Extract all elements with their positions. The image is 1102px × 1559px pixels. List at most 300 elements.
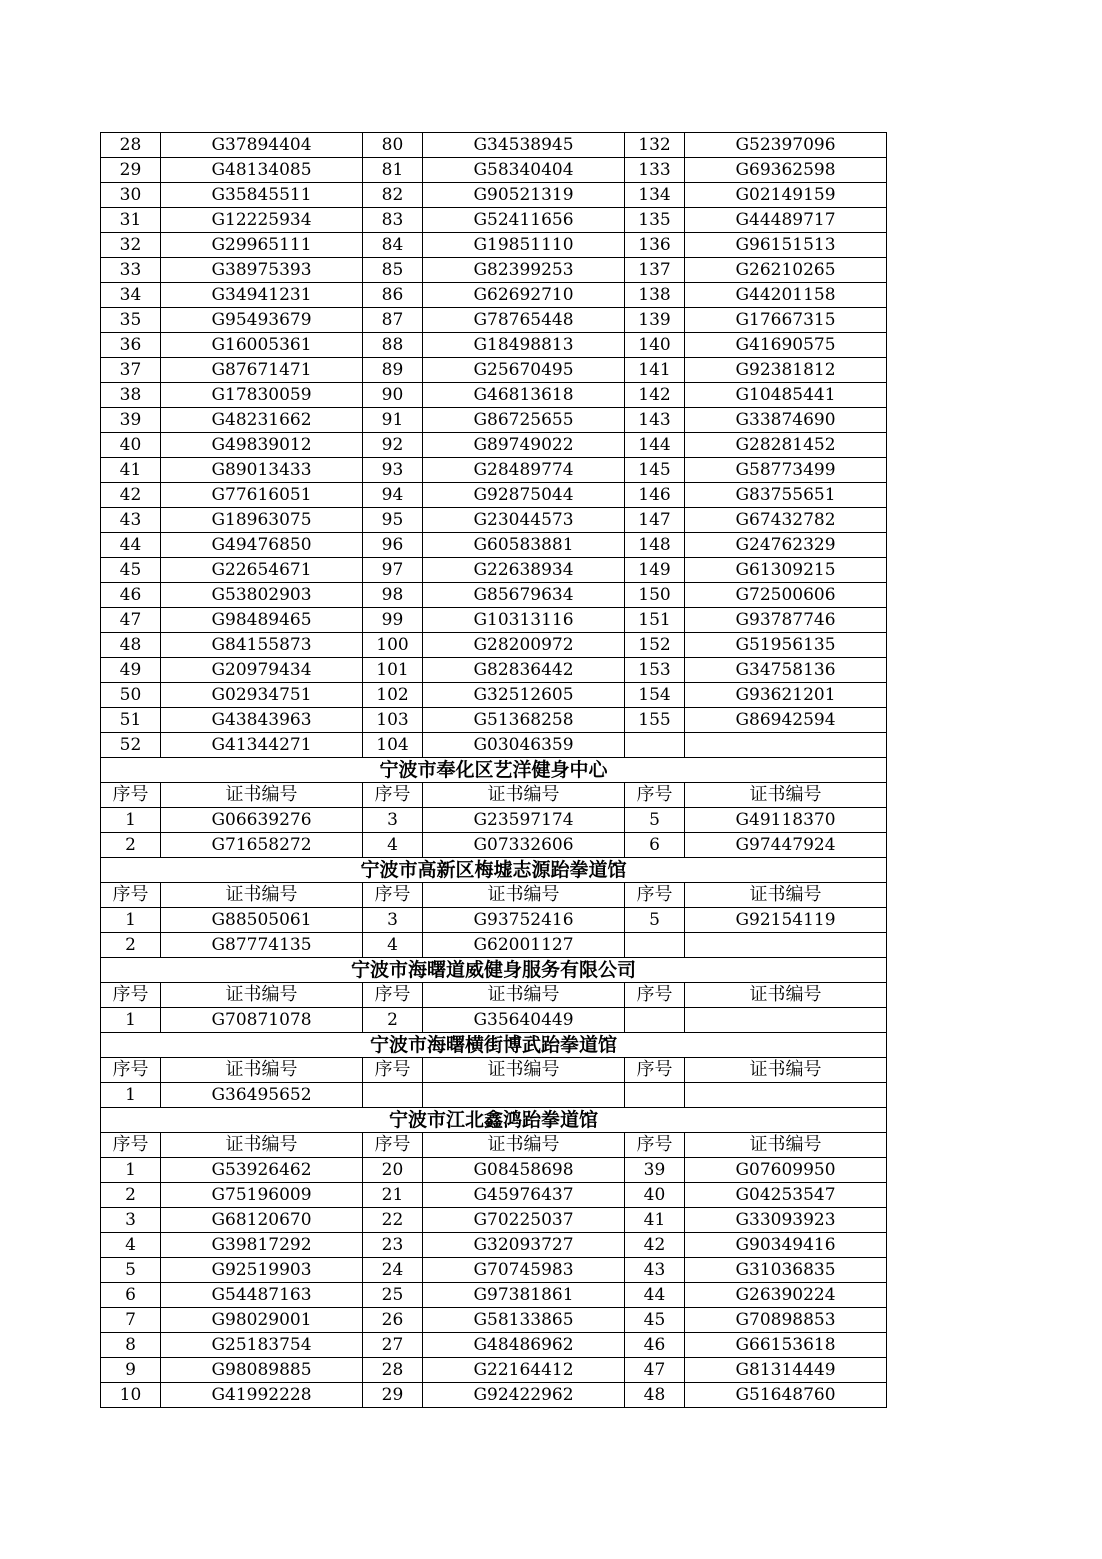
certificate-number-cell: G49476850: [161, 533, 363, 558]
serial-number-cell: 145: [625, 458, 685, 483]
serial-number-cell: 153: [625, 658, 685, 683]
serial-number-cell: 85: [363, 258, 423, 283]
serial-number-cell: 3: [363, 808, 423, 833]
serial-number-cell: 138: [625, 283, 685, 308]
header-serial-number: 序号: [101, 883, 161, 908]
table-row: [101, 1358, 887, 1383]
column-header-row: [101, 783, 887, 808]
header-certificate-number: 证书编号: [423, 1133, 625, 1158]
serial-number-cell: 136: [625, 233, 685, 258]
table-row: [101, 1258, 887, 1283]
serial-number-cell: 143: [625, 408, 685, 433]
header-certificate-number: 证书编号: [423, 783, 625, 808]
certificate-number-cell: G34538945: [423, 133, 625, 158]
certificate-number-cell: G41690575: [685, 333, 887, 358]
certificate-number-cell: G28281452: [685, 433, 887, 458]
serial-number-cell: 155: [625, 708, 685, 733]
table-row: [101, 908, 887, 933]
serial-number-cell: 26: [363, 1308, 423, 1333]
serial-number-cell: 95: [363, 508, 423, 533]
serial-number-cell: 147: [625, 508, 685, 533]
certificate-number-cell: G53802903: [161, 583, 363, 608]
certificate-number-cell: G26210265: [685, 258, 887, 283]
header-serial-number: 序号: [363, 1133, 423, 1158]
certificate-number-cell: G48134085: [161, 158, 363, 183]
certificate-number-cell: G02149159: [685, 183, 887, 208]
certificate-number-cell: [685, 1008, 887, 1033]
table-row: [101, 1008, 887, 1033]
serial-number-cell: 1: [101, 1083, 161, 1108]
certificate-number-cell: G28200972: [423, 633, 625, 658]
header-serial-number: 序号: [625, 1058, 685, 1083]
certificate-number-cell: [685, 1083, 887, 1108]
table-row: [101, 158, 887, 183]
serial-number-cell: 5: [625, 908, 685, 933]
certificate-number-cell: G85679634: [423, 583, 625, 608]
serial-number-cell: 3: [101, 1208, 161, 1233]
serial-number-cell: 45: [625, 1308, 685, 1333]
certificate-number-cell: G93787746: [685, 608, 887, 633]
table-row: [101, 1383, 887, 1408]
certificate-number-cell: G49839012: [161, 433, 363, 458]
serial-number-cell: 51: [101, 708, 161, 733]
serial-number-cell: 150: [625, 583, 685, 608]
serial-number-cell: 20: [363, 1158, 423, 1183]
certificate-number-cell: G31036835: [685, 1258, 887, 1283]
table-row: [101, 733, 887, 758]
table-row: [101, 608, 887, 633]
table-row: [101, 933, 887, 958]
certificate-number-cell: G16005361: [161, 333, 363, 358]
certificate-number-cell: G86942594: [685, 708, 887, 733]
table-row: [101, 333, 887, 358]
header-serial-number: 序号: [625, 783, 685, 808]
table-row: [101, 233, 887, 258]
header-serial-number: 序号: [625, 883, 685, 908]
header-serial-number: 序号: [101, 783, 161, 808]
section-title-row: [101, 1033, 887, 1058]
certificate-number-cell: G60583881: [423, 533, 625, 558]
section-title-row: [101, 858, 887, 883]
serial-number-cell: 144: [625, 433, 685, 458]
certificate-number-cell: G18963075: [161, 508, 363, 533]
certificate-number-cell: G33093923: [685, 1208, 887, 1233]
certificate-number-cell: G81314449: [685, 1358, 887, 1383]
certificate-number-cell: G66153618: [685, 1333, 887, 1358]
certificate-number-cell: G97381861: [423, 1283, 625, 1308]
serial-number-cell: 104: [363, 733, 423, 758]
serial-number-cell: 84: [363, 233, 423, 258]
certificate-number-cell: G87774135: [161, 933, 363, 958]
serial-number-cell: [625, 1008, 685, 1033]
certificate-number-cell: G82836442: [423, 658, 625, 683]
header-serial-number: 序号: [625, 983, 685, 1008]
serial-number-cell: 48: [101, 633, 161, 658]
certificate-number-cell: G45976437: [423, 1183, 625, 1208]
serial-number-cell: 96: [363, 533, 423, 558]
serial-number-cell: 100: [363, 633, 423, 658]
header-serial-number: 序号: [101, 1058, 161, 1083]
serial-number-cell: 22: [363, 1208, 423, 1233]
certificate-number-cell: G92422962: [423, 1383, 625, 1408]
serial-number-cell: 36: [101, 333, 161, 358]
header-certificate-number: 证书编号: [161, 983, 363, 1008]
certificate-number-cell: G62692710: [423, 283, 625, 308]
certificate-number-cell: G06639276: [161, 808, 363, 833]
certificate-number-cell: G75196009: [161, 1183, 363, 1208]
serial-number-cell: [363, 1083, 423, 1108]
serial-number-cell: 2: [101, 933, 161, 958]
serial-number-cell: 140: [625, 333, 685, 358]
certificate-number-cell: G62001127: [423, 933, 625, 958]
certificate-number-cell: G90521319: [423, 183, 625, 208]
certificate-number-cell: G92154119: [685, 908, 887, 933]
serial-number-cell: 83: [363, 208, 423, 233]
table-row: [101, 1283, 887, 1308]
certificate-number-cell: G77616051: [161, 483, 363, 508]
serial-number-cell: 46: [625, 1333, 685, 1358]
section-title: 宁波市高新区梅墟志源跆拳道馆: [101, 858, 887, 883]
certificate-number-cell: G52411656: [423, 208, 625, 233]
certificate-number-cell: G25183754: [161, 1333, 363, 1358]
serial-number-cell: 31: [101, 208, 161, 233]
serial-number-cell: 1: [101, 1158, 161, 1183]
certificate-number-cell: G32512605: [423, 683, 625, 708]
header-certificate-number: 证书编号: [685, 1133, 887, 1158]
serial-number-cell: 149: [625, 558, 685, 583]
certificate-number-cell: G03046359: [423, 733, 625, 758]
table-row: [101, 358, 887, 383]
certificate-number-cell: G48231662: [161, 408, 363, 433]
serial-number-cell: [625, 733, 685, 758]
header-certificate-number: 证书编号: [161, 883, 363, 908]
serial-number-cell: 152: [625, 633, 685, 658]
table-row: [101, 583, 887, 608]
certificate-number-cell: G18498813: [423, 333, 625, 358]
certificate-number-cell: G37894404: [161, 133, 363, 158]
certificate-number-cell: G23044573: [423, 508, 625, 533]
certificate-number-cell: G58133865: [423, 1308, 625, 1333]
serial-number-cell: 29: [101, 158, 161, 183]
table-row: [101, 183, 887, 208]
table-row: [101, 383, 887, 408]
serial-number-cell: 5: [625, 808, 685, 833]
certificate-number-cell: G90349416: [685, 1233, 887, 1258]
certificate-number-cell: G08458698: [423, 1158, 625, 1183]
certificate-number-cell: [685, 933, 887, 958]
table-row: [101, 1233, 887, 1258]
certificate-number-cell: G10485441: [685, 383, 887, 408]
certificate-number-cell: G26390224: [685, 1283, 887, 1308]
certificate-number-cell: G96151513: [685, 233, 887, 258]
header-certificate-number: 证书编号: [423, 883, 625, 908]
certificate-number-cell: G53926462: [161, 1158, 363, 1183]
certificate-number-cell: G44201158: [685, 283, 887, 308]
certificate-number-cell: G34758136: [685, 658, 887, 683]
certificate-number-cell: G41344271: [161, 733, 363, 758]
certificate-number-cell: G51648760: [685, 1383, 887, 1408]
serial-number-cell: 29: [363, 1383, 423, 1408]
serial-number-cell: 44: [625, 1283, 685, 1308]
certificate-number-cell: G70871078: [161, 1008, 363, 1033]
certificate-number-cell: G95493679: [161, 308, 363, 333]
certificate-table: [100, 132, 887, 1408]
serial-number-cell: 133: [625, 158, 685, 183]
certificate-number-cell: G89013433: [161, 458, 363, 483]
serial-number-cell: 102: [363, 683, 423, 708]
certificate-number-cell: G22164412: [423, 1358, 625, 1383]
serial-number-cell: 92: [363, 433, 423, 458]
certificate-number-cell: G34941231: [161, 283, 363, 308]
certificate-number-cell: G43843963: [161, 708, 363, 733]
serial-number-cell: 39: [625, 1158, 685, 1183]
serial-number-cell: 7: [101, 1308, 161, 1333]
serial-number-cell: 32: [101, 233, 161, 258]
certificate-number-cell: G89749022: [423, 433, 625, 458]
section-title: 宁波市海曙横街博武跆拳道馆: [101, 1033, 887, 1058]
table-row: [101, 683, 887, 708]
serial-number-cell: 154: [625, 683, 685, 708]
header-certificate-number: 证书编号: [685, 1058, 887, 1083]
column-header-row: [101, 983, 887, 1008]
serial-number-cell: 3: [363, 908, 423, 933]
certificate-number-cell: G36495652: [161, 1083, 363, 1108]
serial-number-cell: 91: [363, 408, 423, 433]
serial-number-cell: 134: [625, 183, 685, 208]
column-header-row: [101, 1133, 887, 1158]
certificate-number-cell: G58773499: [685, 458, 887, 483]
certificate-number-cell: G98089885: [161, 1358, 363, 1383]
serial-number-cell: 141: [625, 358, 685, 383]
serial-number-cell: 88: [363, 333, 423, 358]
certificate-number-cell: G58340404: [423, 158, 625, 183]
certificate-number-cell: G92381812: [685, 358, 887, 383]
serial-number-cell: 28: [101, 133, 161, 158]
table-row: [101, 283, 887, 308]
serial-number-cell: 82: [363, 183, 423, 208]
serial-number-cell: 52: [101, 733, 161, 758]
serial-number-cell: 81: [363, 158, 423, 183]
table-row: [101, 533, 887, 558]
certificate-number-cell: G93621201: [685, 683, 887, 708]
header-serial-number: 序号: [101, 1133, 161, 1158]
certificate-number-cell: G71658272: [161, 833, 363, 858]
header-certificate-number: 证书编号: [685, 783, 887, 808]
certificate-number-cell: G19851110: [423, 233, 625, 258]
serial-number-cell: 34: [101, 283, 161, 308]
serial-number-cell: 9: [101, 1358, 161, 1383]
certificate-number-cell: G17830059: [161, 383, 363, 408]
serial-number-cell: 146: [625, 483, 685, 508]
section-title: 宁波市江北鑫鸿跆拳道馆: [101, 1108, 887, 1133]
certificate-number-cell: G49118370: [685, 808, 887, 833]
serial-number-cell: 2: [101, 833, 161, 858]
certificate-number-cell: G41992228: [161, 1383, 363, 1408]
table-row: [101, 208, 887, 233]
table-row: [101, 658, 887, 683]
serial-number-cell: 24: [363, 1258, 423, 1283]
certificate-number-cell: G54487163: [161, 1283, 363, 1308]
certificate-number-cell: G78765448: [423, 308, 625, 333]
certificate-number-cell: G83755651: [685, 483, 887, 508]
serial-number-cell: 1: [101, 1008, 161, 1033]
serial-number-cell: 44: [101, 533, 161, 558]
serial-number-cell: 135: [625, 208, 685, 233]
table-row: [101, 633, 887, 658]
certificate-number-cell: G28489774: [423, 458, 625, 483]
table-row: [101, 508, 887, 533]
serial-number-cell: 132: [625, 133, 685, 158]
certificate-number-cell: G24762329: [685, 533, 887, 558]
serial-number-cell: 87: [363, 308, 423, 333]
serial-number-cell: [625, 933, 685, 958]
serial-number-cell: 4: [363, 933, 423, 958]
header-serial-number: 序号: [363, 783, 423, 808]
header-certificate-number: 证书编号: [423, 1058, 625, 1083]
serial-number-cell: 8: [101, 1333, 161, 1358]
serial-number-cell: 41: [625, 1208, 685, 1233]
certificate-number-cell: G88505061: [161, 908, 363, 933]
serial-number-cell: 46: [101, 583, 161, 608]
table-row: [101, 258, 887, 283]
table-row: [101, 1158, 887, 1183]
section-title: 宁波市海曙道威健身服务有限公司: [101, 958, 887, 983]
table-row: [101, 1333, 887, 1358]
header-certificate-number: 证书编号: [685, 883, 887, 908]
certificate-number-cell: G32093727: [423, 1233, 625, 1258]
certificate-number-cell: G04253547: [685, 1183, 887, 1208]
serial-number-cell: 6: [625, 833, 685, 858]
certificate-number-cell: G35640449: [423, 1008, 625, 1033]
certificate-number-cell: G70225037: [423, 1208, 625, 1233]
table-row: [101, 1308, 887, 1333]
certificate-number-cell: G22638934: [423, 558, 625, 583]
header-serial-number: 序号: [363, 983, 423, 1008]
certificate-number-cell: G33874690: [685, 408, 887, 433]
serial-number-cell: 23: [363, 1233, 423, 1258]
certificate-number-cell: G29965111: [161, 233, 363, 258]
certificate-number-cell: G38975393: [161, 258, 363, 283]
serial-number-cell: 37: [101, 358, 161, 383]
serial-number-cell: 47: [101, 608, 161, 633]
certificate-number-cell: G67432782: [685, 508, 887, 533]
header-serial-number: 序号: [101, 983, 161, 1008]
certificate-number-cell: G69362598: [685, 158, 887, 183]
serial-number-cell: 98: [363, 583, 423, 608]
certificate-number-cell: G72500606: [685, 583, 887, 608]
table-row: [101, 483, 887, 508]
certificate-number-cell: G61309215: [685, 558, 887, 583]
certificate-number-cell: G52397096: [685, 133, 887, 158]
serial-number-cell: 10: [101, 1383, 161, 1408]
certificate-number-cell: G87671471: [161, 358, 363, 383]
serial-number-cell: 148: [625, 533, 685, 558]
serial-number-cell: 25: [363, 1283, 423, 1308]
header-certificate-number: 证书编号: [161, 783, 363, 808]
serial-number-cell: 4: [363, 833, 423, 858]
certificate-number-cell: G98029001: [161, 1308, 363, 1333]
certificate-number-cell: G07332606: [423, 833, 625, 858]
section-title-row: [101, 758, 887, 783]
serial-number-cell: 49: [101, 658, 161, 683]
serial-number-cell: 1: [101, 908, 161, 933]
header-serial-number: 序号: [625, 1133, 685, 1158]
serial-number-cell: 101: [363, 658, 423, 683]
certificate-number-cell: [423, 1083, 625, 1108]
section-title-row: [101, 958, 887, 983]
serial-number-cell: 47: [625, 1358, 685, 1383]
serial-number-cell: 30: [101, 183, 161, 208]
serial-number-cell: 137: [625, 258, 685, 283]
serial-number-cell: 94: [363, 483, 423, 508]
serial-number-cell: 41: [101, 458, 161, 483]
serial-number-cell: 142: [625, 383, 685, 408]
serial-number-cell: 35: [101, 308, 161, 333]
serial-number-cell: 28: [363, 1358, 423, 1383]
serial-number-cell: 39: [101, 408, 161, 433]
header-serial-number: 序号: [363, 883, 423, 908]
header-certificate-number: 证书编号: [161, 1133, 363, 1158]
section-title-row: [101, 1108, 887, 1133]
column-header-row: [101, 1058, 887, 1083]
certificate-number-cell: G46813618: [423, 383, 625, 408]
certificate-number-cell: G48486962: [423, 1333, 625, 1358]
serial-number-cell: 97: [363, 558, 423, 583]
serial-number-cell: 103: [363, 708, 423, 733]
certificate-number-cell: G20979434: [161, 658, 363, 683]
serial-number-cell: 139: [625, 308, 685, 333]
certificate-number-cell: G92519903: [161, 1258, 363, 1283]
certificate-number-cell: G23597174: [423, 808, 625, 833]
serial-number-cell: 6: [101, 1283, 161, 1308]
column-header-row: [101, 883, 887, 908]
header-certificate-number: 证书编号: [685, 983, 887, 1008]
table-row: [101, 1208, 887, 1233]
table-row: [101, 1083, 887, 1108]
certificate-number-cell: G44489717: [685, 208, 887, 233]
serial-number-cell: 40: [101, 433, 161, 458]
serial-number-cell: 151: [625, 608, 685, 633]
table-row: [101, 433, 887, 458]
serial-number-cell: 93: [363, 458, 423, 483]
serial-number-cell: 45: [101, 558, 161, 583]
header-serial-number: 序号: [363, 1058, 423, 1083]
serial-number-cell: 89: [363, 358, 423, 383]
certificate-number-cell: G39817292: [161, 1233, 363, 1258]
certificate-number-cell: G70898853: [685, 1308, 887, 1333]
table-row: [101, 133, 887, 158]
serial-number-cell: 5: [101, 1258, 161, 1283]
table-row: [101, 833, 887, 858]
certificate-number-cell: G68120670: [161, 1208, 363, 1233]
serial-number-cell: 42: [625, 1233, 685, 1258]
certificate-number-cell: G12225934: [161, 208, 363, 233]
serial-number-cell: 43: [625, 1258, 685, 1283]
certificate-number-cell: G93752416: [423, 908, 625, 933]
serial-number-cell: 42: [101, 483, 161, 508]
serial-number-cell: 80: [363, 133, 423, 158]
certificate-number-cell: G82399253: [423, 258, 625, 283]
certificate-number-cell: G86725655: [423, 408, 625, 433]
certificate-number-cell: G51956135: [685, 633, 887, 658]
serial-number-cell: 2: [101, 1183, 161, 1208]
serial-number-cell: 1: [101, 808, 161, 833]
certificate-number-cell: G17667315: [685, 308, 887, 333]
certificate-number-cell: G84155873: [161, 633, 363, 658]
serial-number-cell: 27: [363, 1333, 423, 1358]
serial-number-cell: 86: [363, 283, 423, 308]
header-certificate-number: 证书编号: [423, 983, 625, 1008]
